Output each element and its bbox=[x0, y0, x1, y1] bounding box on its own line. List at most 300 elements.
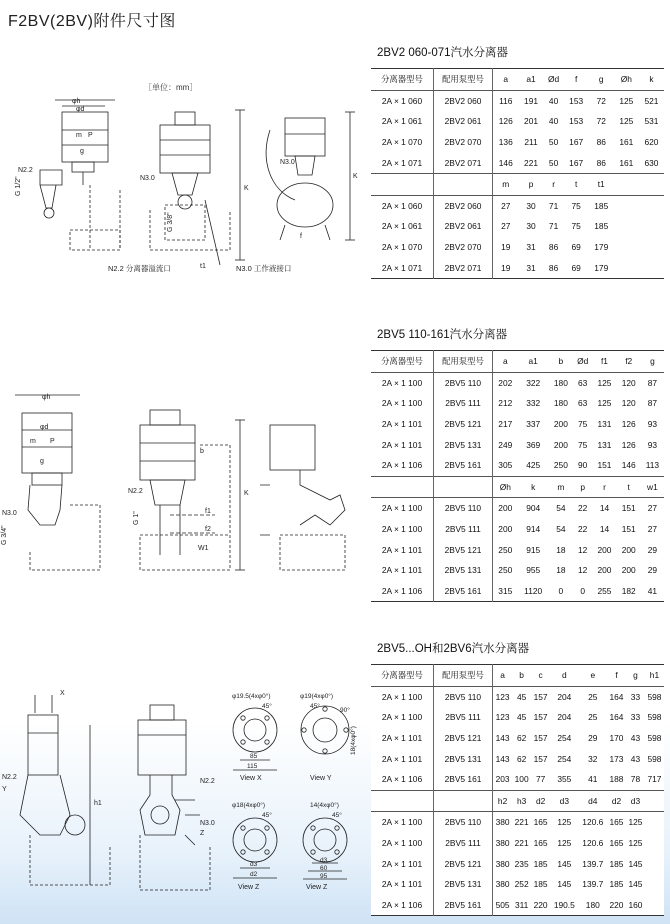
table-cell: 75 bbox=[571, 200, 581, 211]
table-cell: 2A × 1 100 bbox=[371, 372, 434, 393]
table-row bbox=[371, 393, 664, 414]
table-cell: 27 bbox=[647, 524, 658, 535]
table-row bbox=[371, 560, 664, 581]
table-cell: 598 bbox=[647, 691, 662, 702]
table-cell: 0 bbox=[580, 585, 586, 596]
svg-text:g: g bbox=[40, 458, 44, 465]
table-cell: 69 bbox=[571, 242, 581, 253]
table-cell: 630 bbox=[644, 157, 659, 168]
table-cell: 598 bbox=[647, 712, 662, 723]
table-cell: t bbox=[564, 173, 589, 195]
table-row bbox=[371, 895, 664, 916]
table-cell: 18 bbox=[556, 544, 566, 555]
table-row bbox=[371, 237, 664, 258]
table-cell: g bbox=[641, 351, 664, 373]
table-cell: 2BV5 161 bbox=[434, 895, 493, 916]
table-cell: f2 bbox=[617, 351, 641, 373]
table-cell: 63 bbox=[578, 398, 588, 409]
table-cell: 29 bbox=[647, 565, 658, 576]
table-cell: 2A × 1 101 bbox=[371, 728, 434, 749]
table-cell: 2BV2 070 bbox=[434, 132, 493, 153]
table-cell: 2BV5 110 bbox=[434, 686, 493, 707]
table-cell: 380 bbox=[495, 879, 510, 890]
table-cell: 2A × 1 101 bbox=[371, 748, 434, 769]
table-cell: 220 bbox=[533, 899, 548, 910]
table-cell: 2BV5 121 bbox=[434, 539, 493, 560]
table-cell: g bbox=[589, 69, 614, 91]
table-cell: 120 bbox=[621, 398, 636, 409]
table-cell: r bbox=[592, 476, 616, 498]
table-row bbox=[371, 152, 664, 173]
table-cell: 2A × 1 101 bbox=[371, 853, 434, 874]
table-cell: 116 bbox=[499, 95, 513, 106]
table-cell: 200 bbox=[498, 524, 513, 535]
drawing1-side-view-2 bbox=[266, 112, 355, 240]
table-cell: 14 bbox=[599, 503, 610, 514]
table-header-row bbox=[371, 69, 664, 91]
table-cell: 2BV5 110 bbox=[434, 498, 493, 519]
table-2bv6 bbox=[371, 664, 664, 916]
table-cell: 201 bbox=[524, 116, 539, 127]
table-cell bbox=[639, 237, 664, 258]
table-cell: 250 bbox=[498, 565, 513, 576]
table-cell: 146 bbox=[498, 157, 513, 168]
table-cell: 86 bbox=[548, 242, 559, 253]
table-cell: 45 bbox=[516, 691, 527, 702]
table-row bbox=[371, 686, 664, 707]
table-header-row bbox=[371, 351, 664, 373]
table-cell: 179 bbox=[594, 262, 609, 273]
svg-text:N2.2: N2.2 bbox=[200, 778, 215, 785]
table-cell: 151 bbox=[621, 524, 636, 535]
table-cell: 425 bbox=[526, 460, 541, 471]
table-cell: 分离器型号 bbox=[371, 665, 434, 687]
table-row bbox=[371, 132, 664, 153]
table-row bbox=[371, 434, 664, 455]
table-cell: 2BV5 161 bbox=[434, 581, 493, 602]
table-cell: 120.6 bbox=[582, 817, 604, 828]
table-2bv2 bbox=[371, 68, 664, 279]
table-cell: 203 bbox=[495, 774, 510, 785]
table-cell: h3 bbox=[512, 790, 531, 812]
table-cell bbox=[645, 895, 664, 916]
table-cell: 2BV5 161 bbox=[434, 455, 493, 476]
table-cell: 200 bbox=[553, 439, 568, 450]
table-cell: d2 bbox=[607, 790, 626, 812]
table-cell: 160 bbox=[628, 899, 643, 910]
table-cell: 100 bbox=[514, 774, 529, 785]
table-cell: 2A × 1 106 bbox=[371, 455, 434, 476]
svg-text:K: K bbox=[244, 185, 249, 192]
table-cell: 69 bbox=[571, 262, 581, 273]
svg-text:45°: 45° bbox=[262, 703, 272, 710]
svg-text:φh: φh bbox=[72, 98, 81, 105]
svg-text:45°: 45° bbox=[262, 812, 272, 819]
table-cell: 355 bbox=[557, 774, 572, 785]
table-cell: 2BV2 061 bbox=[434, 111, 493, 132]
table-cell: 143 bbox=[495, 753, 510, 764]
table-cell: 167 bbox=[569, 137, 584, 148]
table-cell bbox=[614, 195, 639, 216]
table-cell: 2A × 1 101 bbox=[371, 434, 434, 455]
table-cell: 19 bbox=[501, 262, 511, 273]
svg-text:φd: φd bbox=[40, 424, 49, 431]
table-cell: 77 bbox=[535, 774, 546, 785]
table-cell: p bbox=[573, 476, 592, 498]
table-cell: b bbox=[512, 665, 531, 687]
table-cell: 12 bbox=[578, 565, 588, 576]
svg-text:φ19.5(4xφ0°): φ19.5(4xφ0°) bbox=[232, 693, 271, 700]
table-row bbox=[371, 581, 664, 602]
table-cell: 40 bbox=[548, 116, 559, 127]
table-header-row bbox=[371, 173, 664, 195]
table-cell: 185 bbox=[533, 879, 548, 890]
table-cell: 43 bbox=[630, 733, 641, 744]
table-cell: 191 bbox=[524, 95, 539, 106]
table-cell: 182 bbox=[621, 585, 636, 596]
table-row bbox=[371, 728, 664, 749]
table-cell: d bbox=[550, 665, 578, 687]
table-row bbox=[371, 769, 664, 790]
svg-text:f1: f1 bbox=[205, 508, 211, 515]
table-cell: f bbox=[607, 665, 626, 687]
table-cell: h2 bbox=[493, 790, 513, 812]
table-cell: 200 bbox=[498, 503, 513, 514]
table-cell: 120 bbox=[621, 377, 636, 388]
table-cell: 2A × 1 100 bbox=[371, 393, 434, 414]
table-cell: 22 bbox=[578, 524, 588, 535]
table-row bbox=[371, 372, 664, 393]
drawing-2bv5-separator bbox=[0, 385, 370, 585]
table-cell: 2BV5 121 bbox=[434, 414, 493, 435]
table-cell: f bbox=[564, 69, 589, 91]
svg-text:View X: View X bbox=[240, 775, 262, 782]
table-cell: 254 bbox=[557, 753, 572, 764]
table-cell: 185 bbox=[609, 879, 624, 890]
table-cell: 252 bbox=[514, 879, 529, 890]
table-cell: 337 bbox=[526, 419, 541, 430]
table-cell: 54 bbox=[556, 503, 566, 514]
table-cell: 30 bbox=[526, 200, 536, 211]
table-cell: 14 bbox=[599, 524, 610, 535]
table-cell: a bbox=[493, 351, 518, 373]
table-cell: 170 bbox=[609, 733, 624, 744]
table-cell: 164 bbox=[609, 712, 624, 723]
table-cell: 2BV2 070 bbox=[434, 237, 493, 258]
svg-text:N2.2: N2.2 bbox=[18, 167, 33, 174]
table-cell: 217 bbox=[498, 419, 513, 430]
table-cell: w1 bbox=[641, 476, 664, 498]
svg-text:115: 115 bbox=[247, 763, 258, 770]
table-cell: 125 bbox=[619, 95, 634, 106]
table-cell: 2A × 1 106 bbox=[371, 581, 434, 602]
table-cell: 31 bbox=[526, 242, 536, 253]
table-cell: 202 bbox=[498, 377, 513, 388]
table-cell: 139.7 bbox=[582, 879, 604, 890]
table-cell: 2A × 1 101 bbox=[371, 560, 434, 581]
table-cell bbox=[614, 216, 639, 237]
table-cell bbox=[645, 833, 664, 854]
table-cell: 86 bbox=[548, 262, 559, 273]
svg-text:85: 85 bbox=[250, 753, 258, 760]
table-cell: 250 bbox=[553, 460, 568, 471]
table-row bbox=[371, 195, 664, 216]
table-cell: 2A × 1 100 bbox=[371, 686, 434, 707]
flange-view-z-1 bbox=[233, 818, 277, 878]
drawing1-side-view bbox=[40, 100, 120, 250]
table-row bbox=[371, 748, 664, 769]
table-row bbox=[371, 90, 664, 111]
svg-text:G 3/8": G 3/8" bbox=[167, 212, 174, 232]
table-cell: 2BV2 061 bbox=[434, 216, 493, 237]
table-cell: 40 bbox=[548, 95, 559, 106]
table-cell: m bbox=[493, 173, 519, 195]
table-cell: 93 bbox=[647, 439, 658, 450]
svg-text:60: 60 bbox=[320, 865, 328, 872]
svg-text:K: K bbox=[244, 490, 249, 497]
svg-text:P: P bbox=[50, 438, 55, 445]
drawing-2bv6-separator bbox=[0, 685, 370, 910]
table-cell: 2A × 1 106 bbox=[371, 769, 434, 790]
table-cell: 161 bbox=[619, 137, 634, 148]
table-row bbox=[371, 707, 664, 728]
table-cell: 211 bbox=[524, 137, 538, 148]
table-cell: 185 bbox=[594, 200, 609, 211]
table-row bbox=[371, 498, 664, 519]
table-cell bbox=[434, 476, 493, 498]
page-title: F2BV(2BV)附件尺寸图 bbox=[8, 13, 176, 30]
table-cell: 29 bbox=[647, 544, 658, 555]
table-cell: 521 bbox=[644, 95, 659, 106]
table-cell: 200 bbox=[621, 565, 636, 576]
table-cell: 212 bbox=[498, 398, 513, 409]
table-cell: 153 bbox=[569, 116, 584, 127]
table-cell: 分离器型号 bbox=[371, 69, 434, 91]
table-row bbox=[371, 455, 664, 476]
table-cell: 43 bbox=[630, 753, 641, 764]
table-cell: 717 bbox=[647, 774, 662, 785]
table-cell: b bbox=[549, 351, 573, 373]
svg-text:G 1/2": G 1/2" bbox=[15, 176, 22, 196]
table-cell: 369 bbox=[526, 439, 541, 450]
table-cell: 2BV5 111 bbox=[434, 519, 493, 540]
table-cell: 30 bbox=[526, 221, 536, 232]
svg-text:φh: φh bbox=[42, 394, 51, 401]
svg-text:95: 95 bbox=[320, 873, 328, 880]
table-cell: 136 bbox=[498, 137, 513, 148]
table-cell: 157 bbox=[533, 733, 548, 744]
svg-text:f2: f2 bbox=[205, 526, 211, 533]
table-cell: 2A × 1 070 bbox=[371, 132, 434, 153]
table-cell: 75 bbox=[578, 439, 588, 450]
table-cell: 2BV5 131 bbox=[434, 874, 493, 895]
table-cell: 54 bbox=[556, 524, 566, 535]
table-row bbox=[371, 414, 664, 435]
table-cell: 204 bbox=[557, 691, 572, 702]
table-cell bbox=[614, 257, 639, 278]
table-cell: 235 bbox=[514, 858, 529, 869]
table-cell: 86 bbox=[596, 137, 606, 148]
table-cell: 27 bbox=[501, 200, 511, 211]
table-cell: 22 bbox=[578, 503, 588, 514]
table-row bbox=[371, 257, 664, 278]
table-cell: 62 bbox=[516, 733, 527, 744]
svg-text:X: X bbox=[60, 690, 65, 697]
table-cell: 2A × 1 060 bbox=[371, 90, 434, 111]
table-cell: 2BV5 110 bbox=[434, 812, 493, 833]
flange-view-x bbox=[233, 708, 277, 770]
table-cell: 200 bbox=[621, 544, 636, 555]
table-cell: 165 bbox=[609, 838, 624, 849]
table-cell: 249 bbox=[498, 439, 513, 450]
table-cell bbox=[645, 853, 664, 874]
table-cell: 2A × 1 100 bbox=[371, 833, 434, 854]
table-cell: 145 bbox=[628, 879, 643, 890]
table-cell: 31 bbox=[526, 262, 536, 273]
table-cell: 配用泵型号 bbox=[434, 665, 493, 687]
table-cell: 204 bbox=[557, 712, 572, 723]
table-cell bbox=[639, 257, 664, 278]
table-cell: 32 bbox=[588, 753, 598, 764]
table-cell: 62 bbox=[516, 753, 527, 764]
table-cell: p bbox=[518, 173, 543, 195]
table-cell: 29 bbox=[588, 733, 598, 744]
svg-text:h1: h1 bbox=[94, 800, 102, 807]
table-cell: 2A × 1 101 bbox=[371, 539, 434, 560]
table-header-row bbox=[371, 790, 664, 812]
table-cell: g bbox=[626, 665, 645, 687]
table-cell: 180 bbox=[553, 398, 568, 409]
table-cell: a1 bbox=[518, 351, 549, 373]
table-cell: 221 bbox=[524, 157, 539, 168]
drawing2-side-view bbox=[15, 395, 100, 570]
table-cell: 75 bbox=[578, 419, 588, 430]
drawing3-side-view bbox=[20, 695, 110, 885]
table2-title: 2BV5 110-161汽水分离器 bbox=[377, 329, 508, 341]
svg-text:b: b bbox=[200, 448, 204, 455]
table-cell: m bbox=[549, 476, 573, 498]
drawing-2bv2-separator bbox=[0, 90, 370, 290]
svg-text:g: g bbox=[80, 148, 84, 155]
svg-text:90°: 90° bbox=[340, 707, 350, 714]
table-cell: 120.6 bbox=[582, 838, 604, 849]
table-cell: t bbox=[617, 476, 641, 498]
table-cell: 2BV5 131 bbox=[434, 560, 493, 581]
table-cell: 620 bbox=[644, 137, 659, 148]
drawing1-front-view bbox=[150, 110, 245, 265]
svg-text:N2.2: N2.2 bbox=[2, 774, 17, 781]
table-cell: 2BV5 121 bbox=[434, 853, 493, 874]
table-cell: 145 bbox=[628, 858, 643, 869]
table-cell: 2BV2 071 bbox=[434, 257, 493, 278]
table-cell: 305 bbox=[498, 460, 513, 471]
table-cell: 87 bbox=[647, 377, 658, 388]
table-cell: 221 bbox=[514, 817, 529, 828]
svg-text:45°: 45° bbox=[310, 703, 320, 710]
table-cell: 33 bbox=[630, 712, 641, 723]
svg-text:Z: Z bbox=[200, 830, 205, 837]
table-cell: 18 bbox=[556, 565, 566, 576]
table-cell: a1 bbox=[518, 69, 543, 91]
svg-text:18(4xφ0°): 18(4xφ0°) bbox=[350, 726, 357, 755]
table-cell: 2BV2 060 bbox=[434, 90, 493, 111]
svg-text:d3: d3 bbox=[320, 857, 328, 864]
svg-text:d2: d2 bbox=[250, 871, 258, 878]
table-header-row bbox=[371, 665, 664, 687]
table-cell: 2BV5 131 bbox=[434, 434, 493, 455]
table-cell: h1 bbox=[645, 665, 664, 687]
table-cell: 2A × 1 106 bbox=[371, 895, 434, 916]
table-cell: 125 bbox=[619, 116, 634, 127]
table-cell: 188 bbox=[609, 774, 624, 785]
table-cell: 2A × 1 071 bbox=[371, 152, 434, 173]
svg-text:N3.0: N3.0 bbox=[280, 159, 295, 166]
svg-text:d3: d3 bbox=[250, 861, 258, 868]
table-2bv5 bbox=[371, 350, 664, 602]
svg-text:K: K bbox=[353, 173, 358, 180]
table-row bbox=[371, 853, 664, 874]
svg-text:14(4xφ0°): 14(4xφ0°) bbox=[310, 802, 339, 809]
svg-text:Y: Y bbox=[2, 786, 7, 793]
table-cell: 131 bbox=[597, 419, 612, 430]
table-cell: 185 bbox=[533, 858, 548, 869]
table-cell: 33 bbox=[630, 691, 641, 702]
table-cell: 25 bbox=[588, 691, 598, 702]
table-cell: Øh bbox=[614, 69, 639, 91]
svg-text:45°: 45° bbox=[332, 812, 342, 819]
table-cell: 2A × 1 100 bbox=[371, 707, 434, 728]
svg-text:φd: φd bbox=[76, 106, 85, 113]
table-cell: 2A × 1 100 bbox=[371, 519, 434, 540]
table-cell: 180 bbox=[585, 899, 600, 910]
table-cell bbox=[645, 790, 664, 812]
table-cell: 78 bbox=[630, 774, 641, 785]
table-cell: 200 bbox=[597, 544, 612, 555]
table1-title: 2BV2 060-071汽水分离器 bbox=[377, 47, 509, 59]
table-cell: 315 bbox=[498, 585, 513, 596]
table3-title: 2BV5...OH和2BV6汽水分离器 bbox=[377, 643, 530, 655]
table-cell: 2BV2 071 bbox=[434, 152, 493, 173]
table-cell: 93 bbox=[647, 419, 658, 430]
table-cell: 915 bbox=[526, 544, 541, 555]
table-cell: 87 bbox=[647, 398, 658, 409]
drawing3-front-view bbox=[138, 705, 210, 890]
caption-n22: N2.2 分离器溢流口 bbox=[108, 264, 171, 273]
table-cell: 173 bbox=[609, 753, 624, 764]
table-cell: 86 bbox=[596, 157, 606, 168]
table-cell: 2A × 1 060 bbox=[371, 195, 434, 216]
table-cell: 2A × 1 061 bbox=[371, 111, 434, 132]
table-cell: 2BV5 111 bbox=[434, 393, 493, 414]
table-cell: 139.7 bbox=[582, 858, 604, 869]
table-cell: 322 bbox=[526, 377, 541, 388]
table-cell: 41 bbox=[647, 585, 658, 596]
table-cell: 157 bbox=[533, 712, 548, 723]
table-cell: 157 bbox=[533, 753, 548, 764]
table-cell: 19 bbox=[501, 242, 511, 253]
table-cell: 2BV5 161 bbox=[434, 769, 493, 790]
table-cell: 113 bbox=[645, 460, 660, 471]
table-cell: 0 bbox=[558, 585, 564, 596]
table-cell: 914 bbox=[526, 524, 541, 535]
table-cell: Øh bbox=[493, 476, 518, 498]
table-cell: 598 bbox=[647, 753, 662, 764]
table-cell: 161 bbox=[619, 157, 634, 168]
table-cell: 2BV2 060 bbox=[434, 195, 493, 216]
table-cell: 151 bbox=[621, 503, 636, 514]
drawing2-side-view-2 bbox=[260, 425, 345, 570]
table-cell: 167 bbox=[569, 157, 584, 168]
